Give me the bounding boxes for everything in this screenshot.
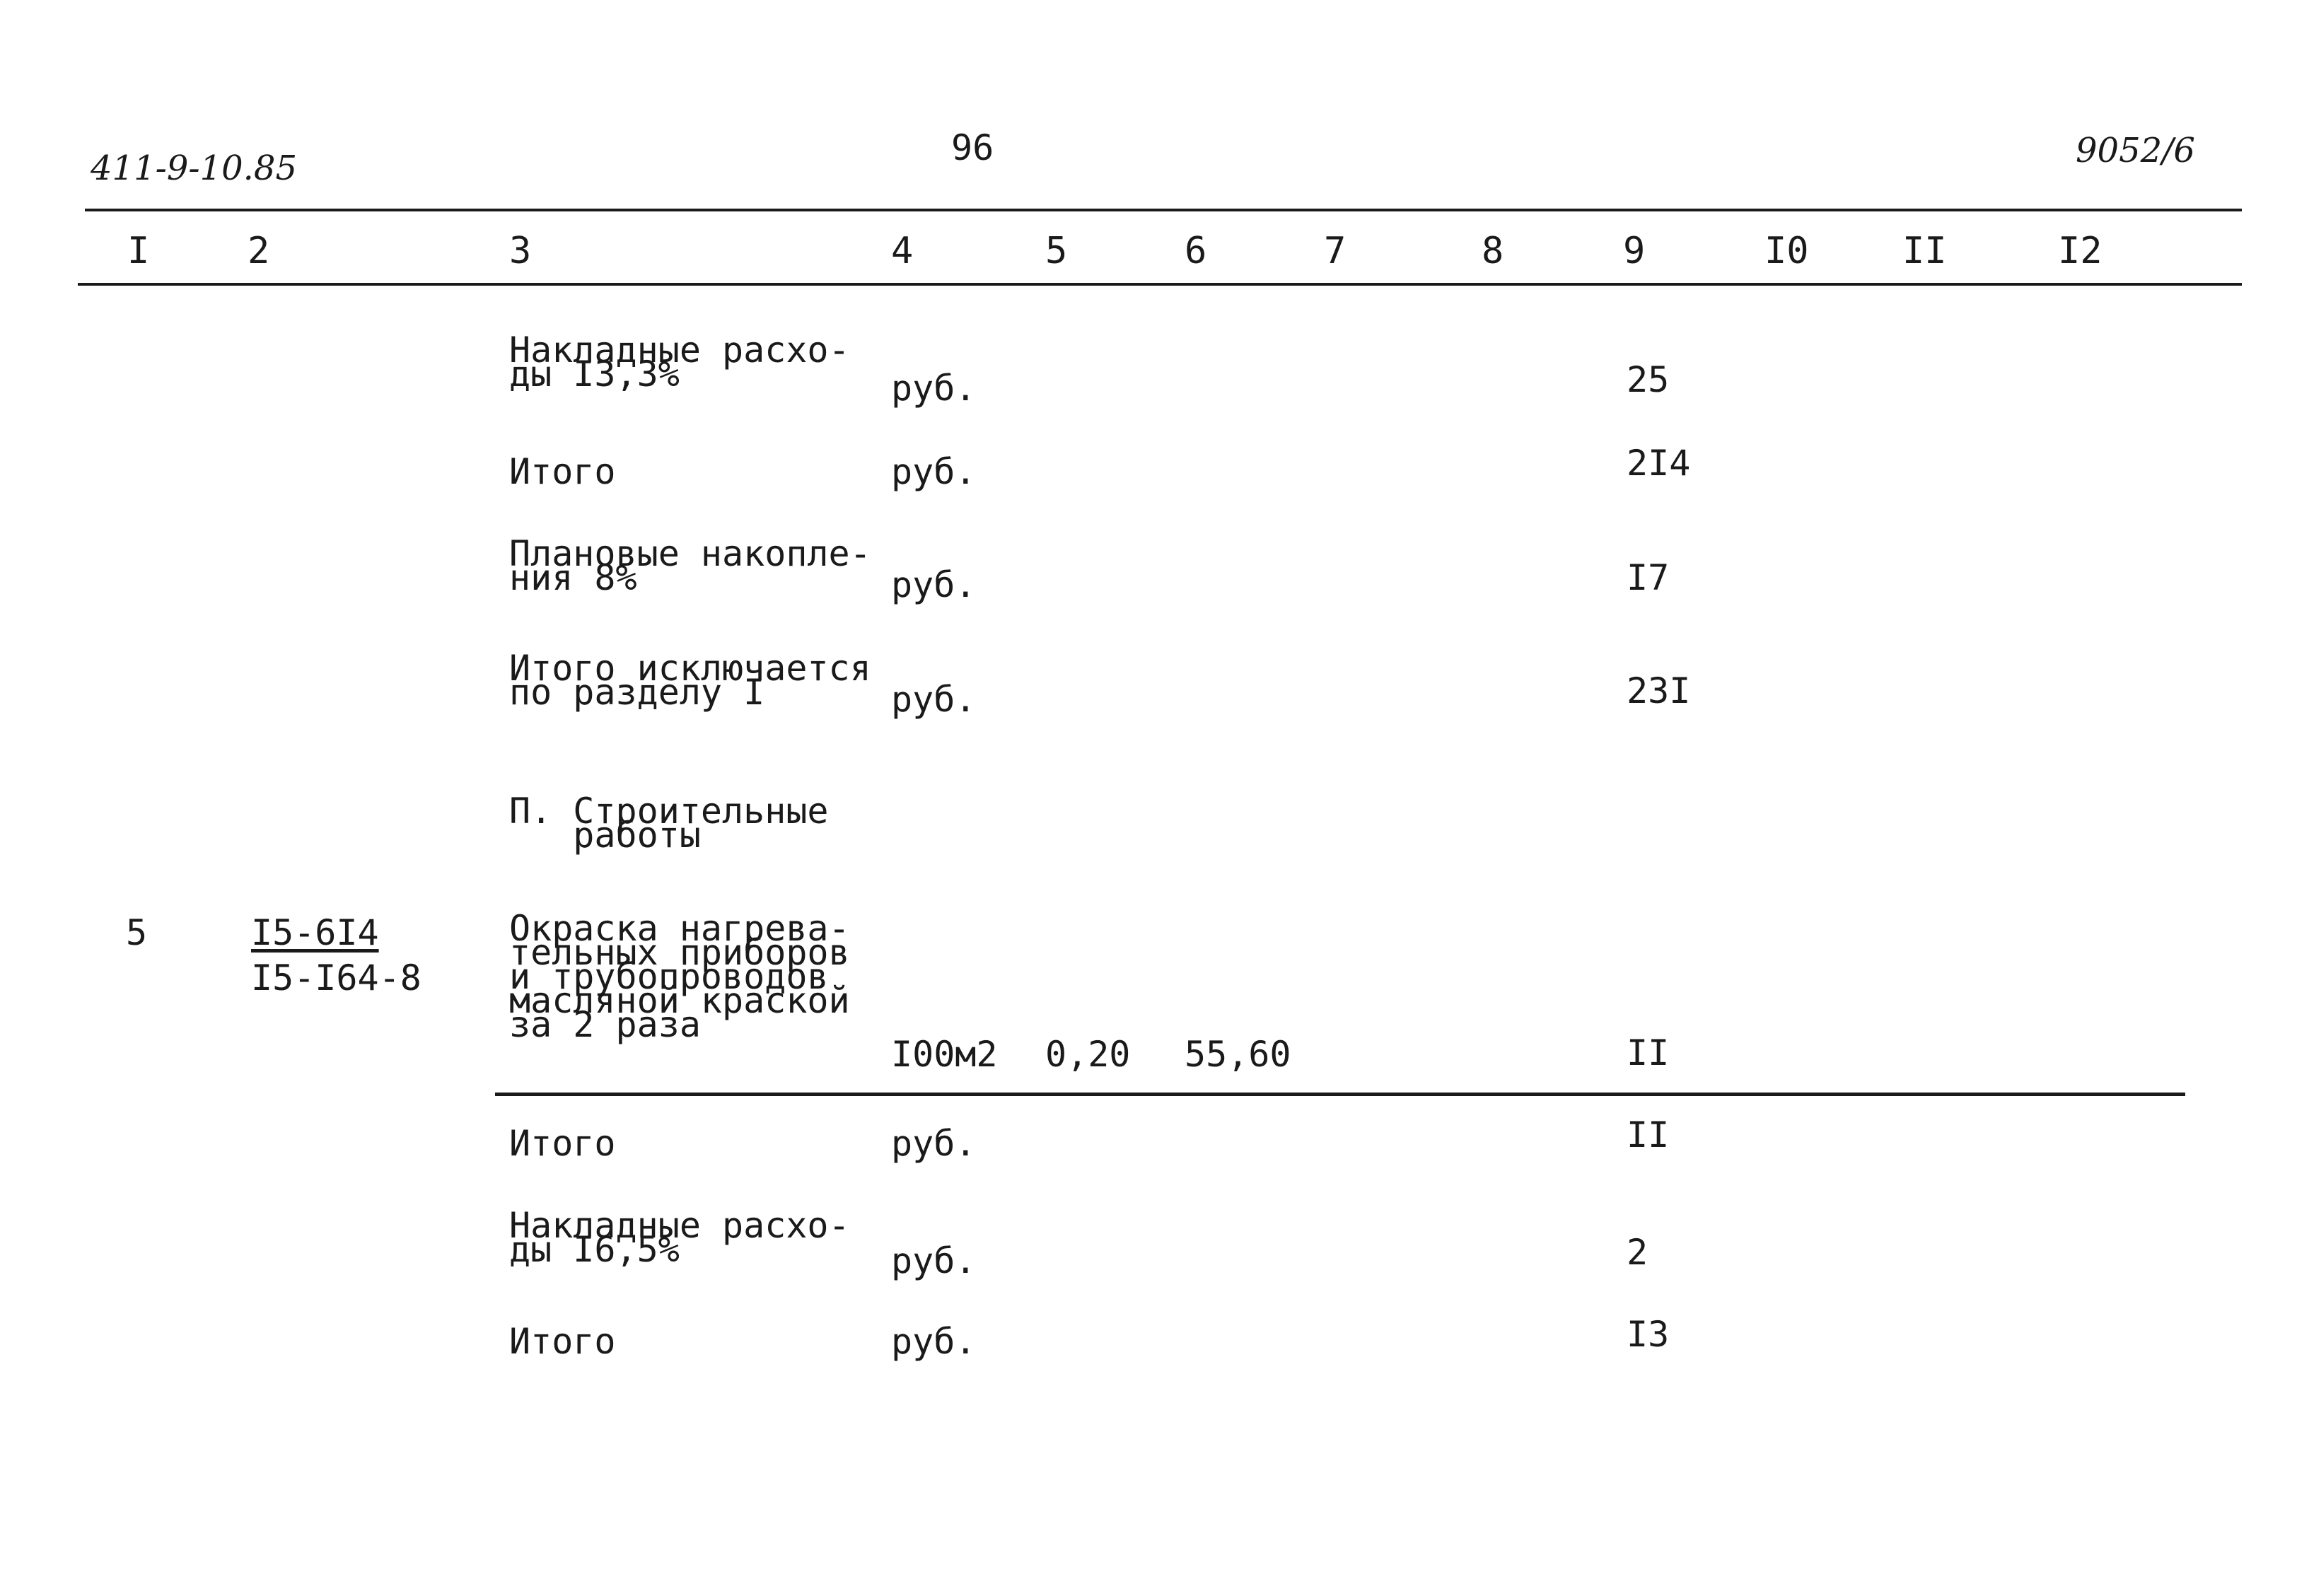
item-total: I3 — [1627, 1314, 1670, 1355]
column-number: 7 — [1324, 230, 1347, 272]
column-number: II — [1902, 230, 1947, 272]
item-unit: руб. — [891, 1321, 977, 1362]
column-number: 6 — [1185, 230, 1207, 272]
column-number: 2 — [248, 230, 270, 272]
item-description: Накладные расхо- ды I3,3% — [509, 330, 850, 395]
column-number: I2 — [2058, 230, 2103, 272]
item-quantity: 0,20 — [1045, 1034, 1131, 1075]
column-number: I — [127, 230, 150, 272]
item-unit: руб. — [891, 1123, 977, 1164]
item-description: Итого — [509, 451, 616, 492]
item-total: 2I4 — [1627, 443, 1691, 484]
column-number: 5 — [1045, 230, 1068, 272]
document-code: 411-9-10.85 — [91, 148, 298, 188]
item-unit: руб. — [891, 451, 977, 492]
item-unit: руб. — [891, 679, 977, 720]
section-separator-rule — [495, 1093, 2185, 1096]
item-description: Итого — [509, 1321, 616, 1362]
column-number: 9 — [1623, 230, 1646, 272]
item-total: I7 — [1627, 557, 1670, 598]
column-number: I0 — [1764, 230, 1809, 272]
item-description: Итого — [509, 1123, 616, 1164]
item-description: Накладные расхо- ды I6,5% — [509, 1205, 850, 1270]
item-unit: руб. — [891, 564, 977, 605]
item-description: Окраска нагрева- тельных приборов и трубопроводов масляной краской за 2 раза — [509, 908, 850, 1045]
sheet-reference: 9052/6 — [2076, 131, 2195, 170]
item-description: Плановые накопле- ния 8% — [509, 533, 871, 598]
item-unit: I00м2 — [891, 1034, 998, 1075]
item-total: 2 — [1627, 1232, 1648, 1273]
page-number: 96 — [951, 127, 994, 168]
item-total: 23I — [1627, 670, 1691, 711]
item-unit: руб. — [891, 1240, 977, 1281]
section-heading: П. Строительные работы — [509, 791, 829, 856]
header-top-rule — [85, 209, 2242, 211]
column-number: 4 — [891, 230, 914, 272]
item-unit: руб. — [891, 368, 977, 409]
item-total: II — [1627, 1032, 1670, 1073]
header-bottom-rule — [78, 283, 2242, 286]
item-code-numerator: I5-6I4 — [251, 912, 379, 953]
item-description: Итого исключается по разделу I — [509, 648, 871, 713]
column-number: 8 — [1482, 230, 1504, 272]
item-total: II — [1627, 1114, 1670, 1155]
column-number: 3 — [509, 230, 532, 272]
item-total: 25 — [1627, 359, 1670, 400]
item-price: 55,60 — [1185, 1034, 1291, 1075]
item-number: 5 — [126, 912, 148, 953]
item-code-denominator: I5-I64-8 — [251, 957, 421, 998]
